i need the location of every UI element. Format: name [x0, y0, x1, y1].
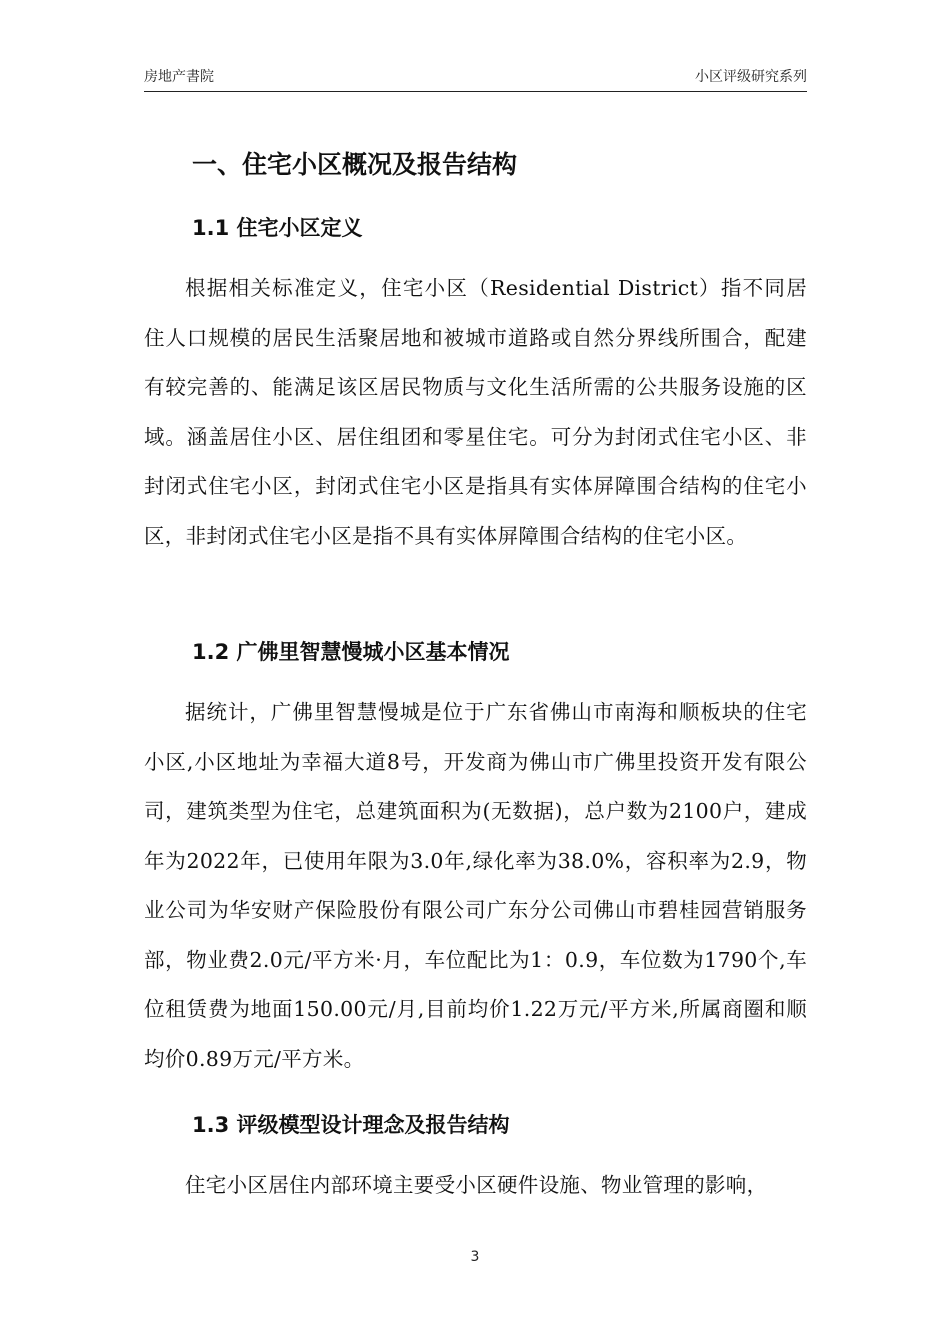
section-1-2-title: 1.2 广佛里智慧慢城小区基本情况 [192, 640, 510, 664]
section-1-2-paragraph: 据统计，广佛里智慧慢城是位于广东省佛山市南海和顺板块的住宅小区,小区地址为幸福大道8号，开发商为佛山市广佛里投资开发有限公司，建筑类型为住宅，总建筑面积为(无数据)，总户数为2100户，建成年为2022年，已使用年限为3.0年,绿化率为38.0%，容积率为2.9，物业公司为华安财产保险股份有限公司广东分公司佛山市碧桂园营销服务部，物业费2.0元/平方米·月，车位配比为1：0.9，车位数为1790个,车位租赁费为地面150.00元/月,目前均价1.22万元/平方米,所属商圈和顺均价0.89万元/平方米。 [144, 700, 807, 1071]
chapter-title: 一、住宅小区概况及报告结构 [192, 150, 518, 179]
page-header [144, 66, 807, 90]
section-1-3-paragraph: 住宅小区居住内部环境主要受小区硬件设施、物业管理的影响， [185, 1173, 768, 1197]
header-publisher: 房地产書院 [144, 69, 214, 85]
header-series: 小区评级研究系列 [695, 69, 807, 85]
section-1-1-title: 1.1 住宅小区定义 [192, 216, 363, 240]
page-number: 3 [470, 1249, 480, 1265]
section-1-1-paragraph: 根据相关标准定义，住宅小区（Residential District）指不同居住人口规模的居民生活聚居地和被城市道路或自然分界线所围合，配建有较完善的、能满足该区居民物质与文化生活所需的公共服务设施的区域。涵盖居住小区、居住组团和零星住宅。可分为封闭式住宅小区、非封闭式住宅小区，封闭式住宅小区是指具有实体屏障围合结构的住宅小区，非封闭式住宅小区是指不具有实体屏障围合结构的住宅小区。 [144, 276, 807, 548]
header-divider [144, 91, 807, 92]
section-1-3-title: 1.3 评级模型设计理念及报告结构 [192, 1113, 510, 1137]
